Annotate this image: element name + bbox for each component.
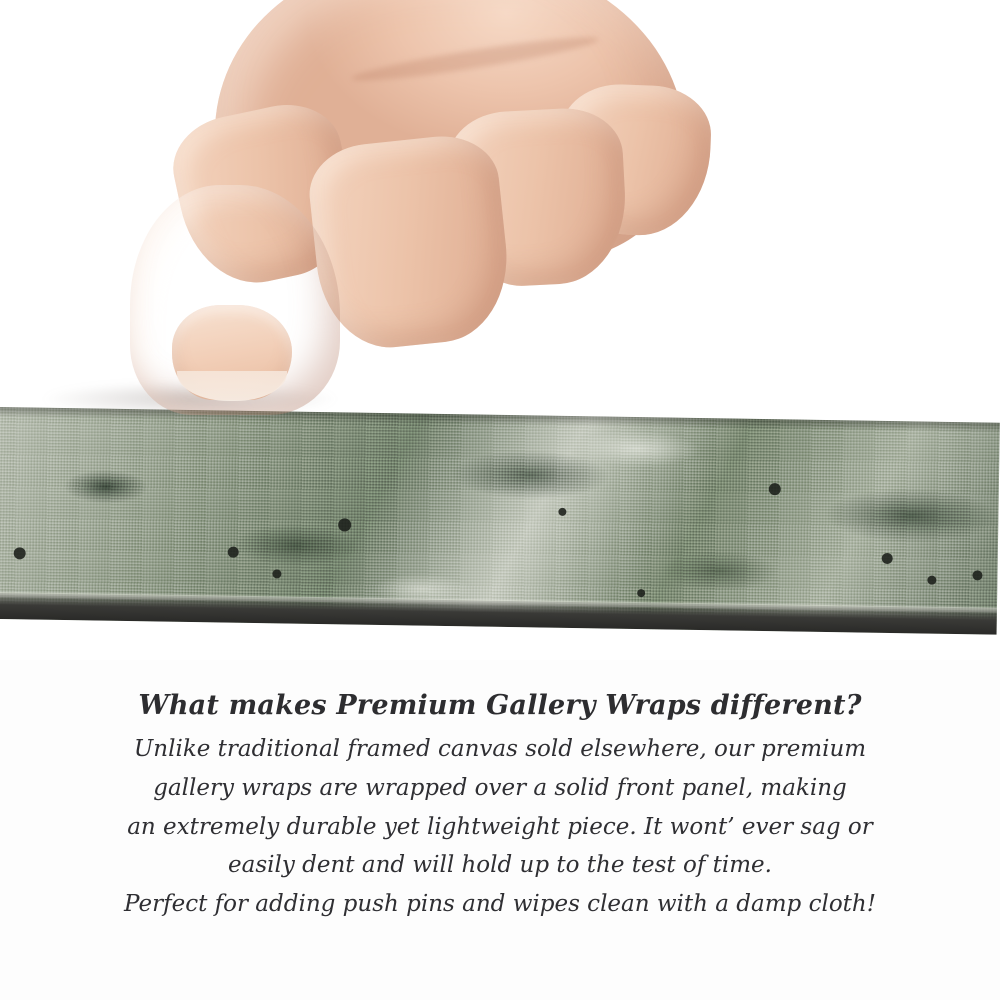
paint-speck [972, 570, 982, 580]
fingernail-tip [177, 371, 287, 401]
paint-speck [558, 508, 566, 516]
paint-speck [272, 569, 281, 578]
canvas-edge-strip [0, 407, 1000, 635]
index-finger [130, 185, 340, 415]
caption-block [0, 690, 1000, 927]
paint-speck [927, 576, 936, 585]
caption-title: What makes Premium Gallery Wraps different? [138, 690, 862, 721]
caption-line: Perfect for adding push pins and wipes clean with a damp cloth! [124, 891, 876, 918]
paint-speck [637, 589, 645, 597]
caption-line: Unlike traditional framed canvas sold elsewhere, our premium [133, 736, 867, 762]
hand-graphic [120, 0, 700, 420]
paint-speck [228, 547, 239, 558]
caption-body [0, 733, 1000, 922]
caption-line: easily dent and will hold up to the test of time. [228, 852, 772, 879]
paint-speck [882, 553, 893, 564]
paint-speck [338, 518, 351, 531]
caption-line: an extremely durable yet lightweight piece. It wont’ ever sag or [127, 813, 873, 840]
caption-line: gallery wraps are wrapped over a solid front panel, making [153, 774, 847, 801]
